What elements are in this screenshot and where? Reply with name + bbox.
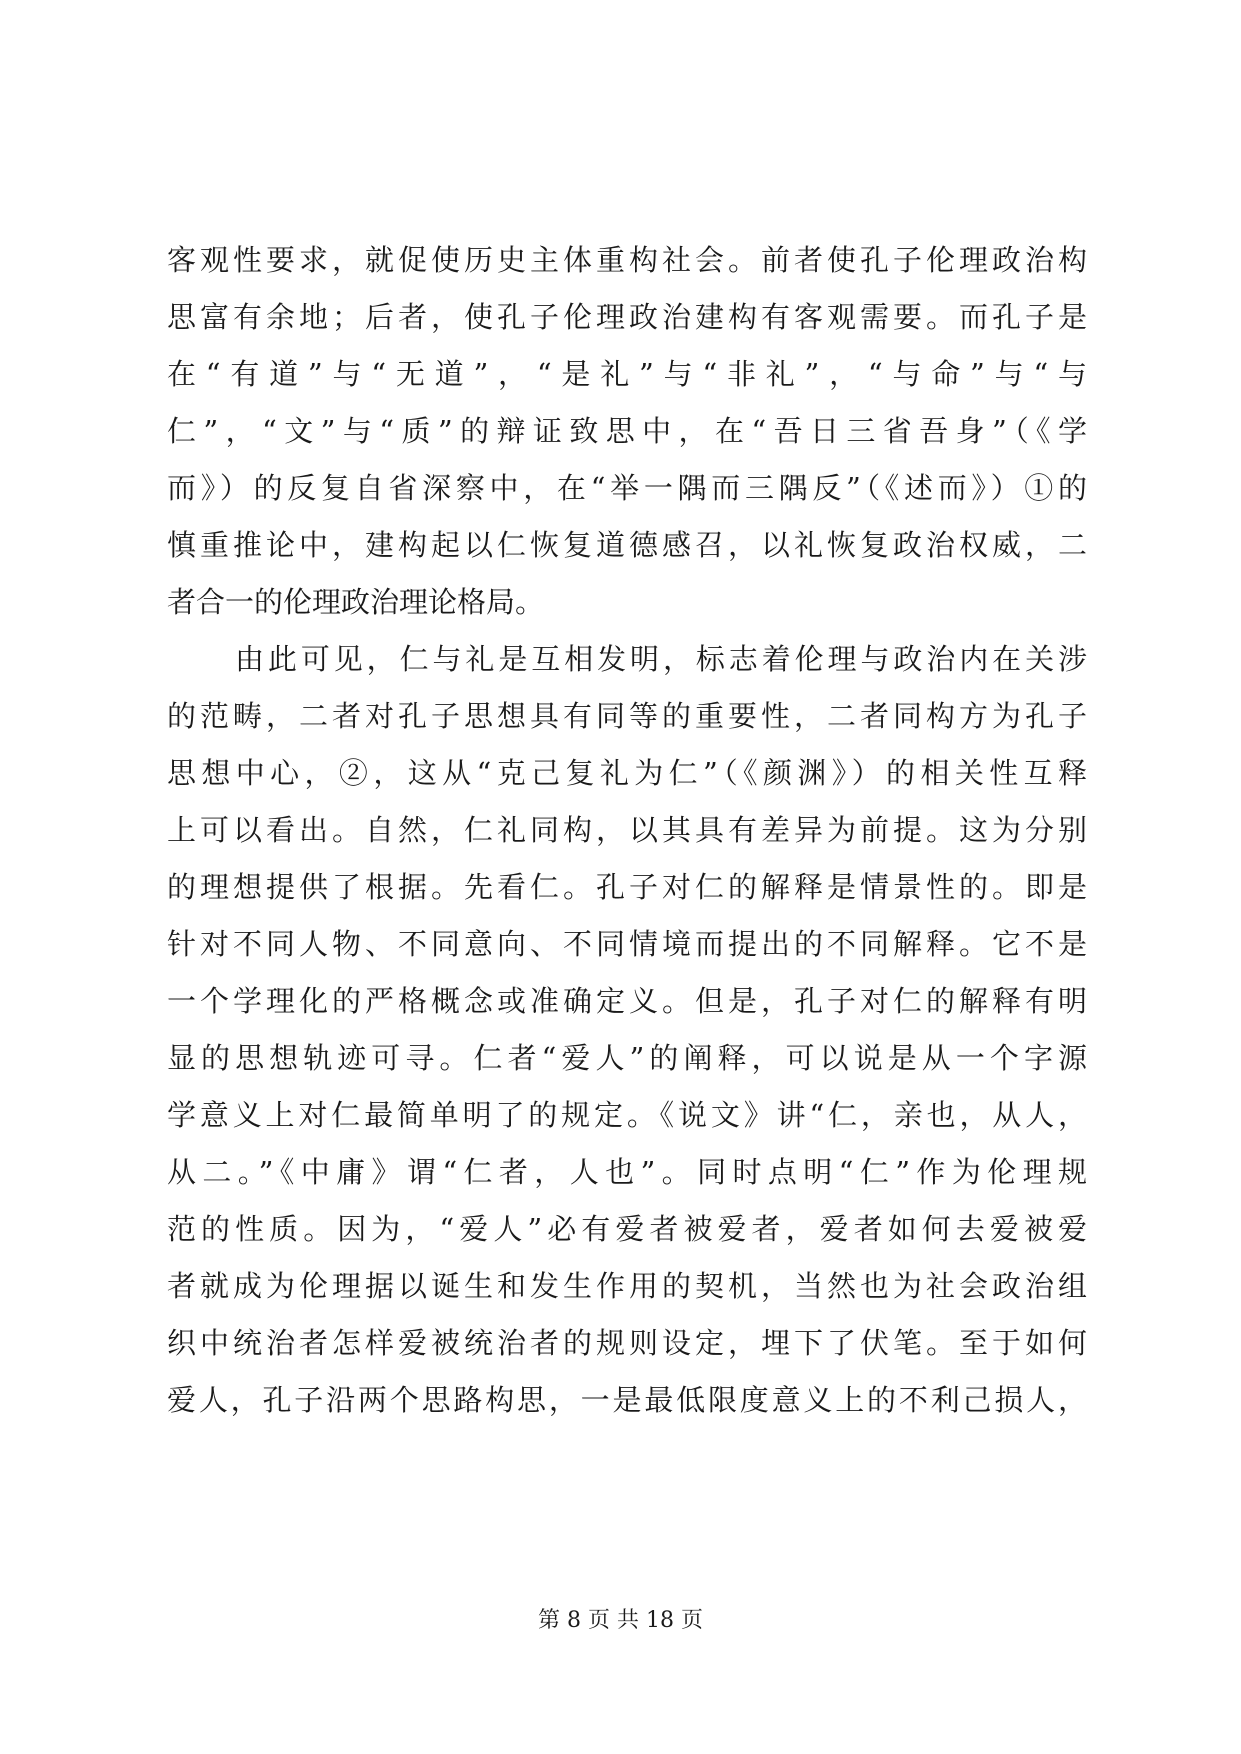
text-line: 一个学理化的严格概念或准确定义。但是，孔子对仁的解释有明 (167, 984, 1087, 1018)
text-line: 仁”，“文”与“质”的辩证致思中，在“吾日三省吾身”（《学 (167, 414, 1087, 448)
paragraph-1 (167, 232, 1087, 631)
text-line: 思想中心，②，这从“克己复礼为仁”（《颜渊》）的相关性互释 (167, 756, 1087, 790)
text-line: 显的思想轨迹可寻。仁者“爱人”的阐释，可以说是从一个字源 (167, 1041, 1087, 1075)
text-line: 者合一的伦理政治理论格局。 (167, 585, 545, 619)
text-line: 学意义上对仁最简单明了的规定。《说文》讲“仁，亲也，从人， (167, 1098, 1087, 1132)
text-line: 的范畴，二者对孔子思想具有同等的重要性，二者同构方为孔子 (167, 699, 1087, 733)
paragraph-2 (167, 631, 1087, 1429)
text-line: 爱人，孔子沿两个思路构思，一是最低限度意义上的不利己损人， (167, 1383, 1087, 1417)
body-text (167, 232, 1087, 1429)
text-line: 由此可见，仁与礼是互相发明，标志着伦理与政治内在关涉 (235, 642, 1087, 676)
text-line: 在“有道”与“无道”，“是礼”与“非礼”，“与命”与“与 (167, 357, 1087, 391)
text-line: 织中统治者怎样爱被统治者的规则设定，埋下了伏笔。至于如何 (167, 1326, 1087, 1360)
page-footer (0, 1606, 1241, 1636)
text-line: 针对不同人物、不同意向、不同情境而提出的不同解释。它不是 (167, 927, 1087, 961)
text-line: 上可以看出。自然，仁礼同构，以其具有差异为前提。这为分别 (167, 813, 1087, 847)
text-line: 的理想提供了根据。先看仁。孔子对仁的解释是情景性的。即是 (167, 870, 1087, 904)
text-line: 范的性质。因为，“爱人”必有爱者被爱者，爱者如何去爱被爱 (167, 1212, 1087, 1246)
text-line: 从二。”《中庸》谓“仁者，人也”。同时点明“仁”作为伦理规 (167, 1155, 1087, 1189)
page-number-label: 第 8 页 共 18 页 (538, 1608, 703, 1633)
text-line: 者就成为伦理据以诞生和发生作用的契机，当然也为社会政治组 (167, 1269, 1087, 1303)
text-line: 慎重推论中，建构起以仁恢复道德感召，以礼恢复政治权威，二 (167, 528, 1087, 562)
text-line: 思富有余地；后者，使孔子伦理政治建构有客观需要。而孔子是 (167, 300, 1087, 334)
text-line: 而》）的反复自省深察中，在“举一隅而三隅反”（《述而》）①的 (167, 471, 1087, 505)
text-line: 客观性要求，就促使历史主体重构社会。前者使孔子伦理政治构 (167, 243, 1087, 277)
